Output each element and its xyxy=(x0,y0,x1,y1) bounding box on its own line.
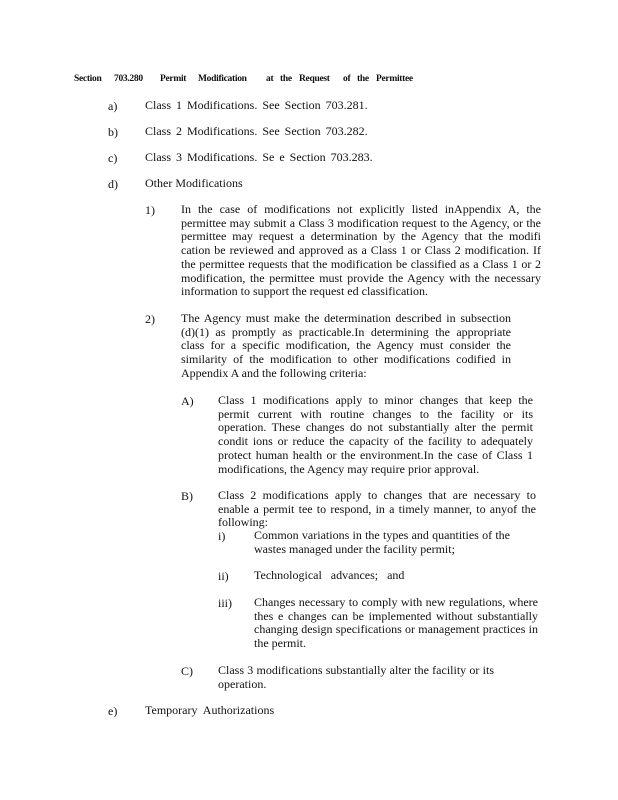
heading-word-the-2: the xyxy=(357,74,369,84)
heading-word-modification: Modification xyxy=(198,74,247,84)
heading-word-at: at xyxy=(266,74,274,84)
heading-section-word: Section xyxy=(74,74,102,84)
heading-word-permittee: Permittee xyxy=(376,74,413,84)
criterion-B-ii-text: Technological advances; and xyxy=(254,568,405,582)
item-d-label: d) xyxy=(108,177,118,191)
heading-word-request: Request xyxy=(299,74,330,84)
item-a-text: Class 1 Modifications. See Section 703.281. xyxy=(145,98,368,112)
criterion-C-label: C) xyxy=(181,664,193,678)
heading-word-of: of xyxy=(343,74,351,84)
item-d-text: Other Modifications xyxy=(145,176,243,190)
criterion-A-label: A) xyxy=(181,394,194,408)
criterion-B-i-label: i) xyxy=(218,529,226,543)
subitem-1-label: 1) xyxy=(145,203,155,217)
criterion-B-label: B) xyxy=(181,489,193,503)
item-b-label: b) xyxy=(108,125,118,139)
item-b-text: Class 2 Modifications. See Section 703.282. xyxy=(145,124,368,138)
item-c-text: Class 3 Modifications. Se e Section 703.283. xyxy=(145,150,373,164)
section-heading xyxy=(74,74,413,84)
item-e-label: e) xyxy=(108,704,118,718)
subitem-1-text: In the case of modifications not explicitly listed inAppendix A, the permittee may submit a Class 3 modification request to the Agency, or the permittee may request a determination by the Agency that the modifi cation be reviewed and approved as a Class 1 or Class 2 modification. If the permittee requests that the modification be classified as a Class 1 or 2 modification, the permittee must provide the Agency with the necessary information to support the request ed classification. xyxy=(181,202,541,299)
criterion-B-iii-label: iii) xyxy=(218,596,232,610)
criterion-C-text: Class 3 modifications substantially alter the facility or its operation. xyxy=(218,663,494,691)
item-c-label: c) xyxy=(108,151,118,165)
criterion-B-text: Class 2 modifications apply to changes that are necessary to enable a permit tee to respond, in a timely manner, to anyof the following: xyxy=(218,488,536,530)
item-a-label: a) xyxy=(108,99,118,113)
heading-word-the: the xyxy=(280,74,292,84)
subitem-2-label: 2) xyxy=(145,312,155,326)
subitem-2-text: The Agency must make the determination described in subsection (d)(1) as promptly as practicable.In determining the appropriate class for a specific modification, the Agency must consider the similarity of the modification to other modifications codified in Appendix A and the following criteria: xyxy=(181,311,511,380)
item-e-text: Temporary Authorizations xyxy=(145,703,275,717)
criterion-B-ii-label: ii) xyxy=(218,569,229,583)
criterion-B-iii-text: Changes necessary to comply with new regulations, where thes e changes can be implemented without substantially changing design specifications or management practices in the permit. xyxy=(254,595,538,651)
heading-section-number: 703.280 xyxy=(114,74,143,84)
heading-word-permit: Permit xyxy=(160,74,187,84)
criterion-B-i-text: Common variations in the types and quantities of the wastes managed under the facility permit; xyxy=(254,528,510,556)
criterion-A-text: Class 1 modifications apply to minor changes that keep the permit current with routine changes to the facility or its operation. These changes do not substantially alter the permit condit ions or reduce the capacity of the facility to adequately protect human health or the environment.In the case of Class 1 modifications, the Agency may require prior approval. xyxy=(218,393,533,476)
